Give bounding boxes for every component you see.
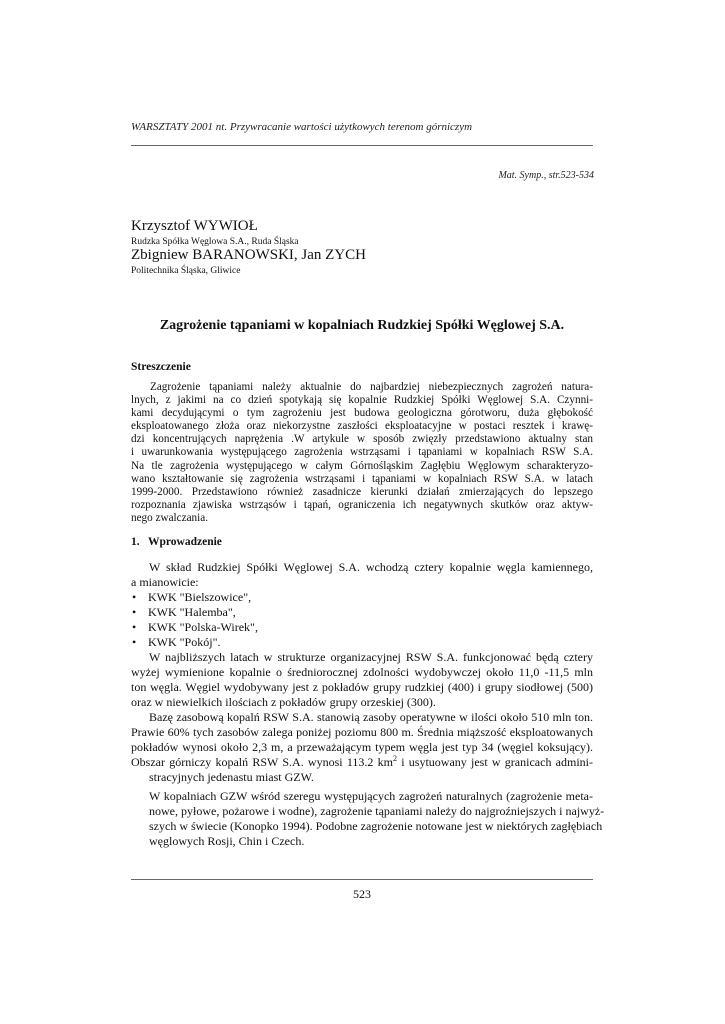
body-line: Bazę zasobową kopalń RSW S.A. stanowią zasoby operatywne w ilości około 510 mln ton. bbox=[149, 710, 593, 724]
abstract-line: Na tle zagrożenia występującego w całym Górnośląskim Zagłębiu Węglowym scharakteryzo- bbox=[131, 459, 593, 472]
body-line: nowe, pyłowe, pożarowe i wodne), zagrożenie tąpaniami należy do najgroźniejszych i najwyż- bbox=[149, 804, 605, 818]
list-item bbox=[131, 590, 593, 605]
superscript: 2 bbox=[392, 754, 397, 763]
author-name: Zbigniew BARANOWSKI, Jan ZYCH bbox=[131, 247, 366, 263]
body-line: stracyjnych jedenastu miast GZW. bbox=[149, 770, 314, 784]
paper-title: Zagrożenie tąpaniami w kopalniach Rudzkiej Spółki Węglowej S.A. bbox=[159, 318, 565, 333]
bullet: • bbox=[132, 635, 137, 649]
page-number: 523 bbox=[353, 887, 371, 901]
header-rule bbox=[131, 145, 593, 146]
abstract-line: rozpoznania zjawiska wstrząsów i tąpań, ograniczenia ich negatywnych skutków oraz aktyw- bbox=[131, 498, 593, 511]
body-text bbox=[131, 560, 605, 849]
abstract-line: wano kształtowanie się zagrożenia wstrząsami i tąpaniami w kopalniach RSW S.A. w latach bbox=[131, 472, 593, 485]
author-affiliation: Politechnika Śląska, Gliwice bbox=[131, 266, 241, 276]
list-item-text: KWK "Polska-Wirek", bbox=[148, 620, 258, 634]
abstract bbox=[131, 381, 593, 525]
list-item-text: KWK "Bielszowice", bbox=[148, 590, 252, 604]
body-line: wyżej wymienione kopalnie o średniorocznej zdolności wydobywczej około 11,0 -11,5 mln bbox=[131, 665, 593, 679]
body-line: szych w świecie (Konopko 1994). Podobne zagrożenie notowane jest w niektórych zagłębiach bbox=[149, 819, 603, 833]
footer-rule bbox=[131, 879, 593, 880]
body-line: pokładów wynosi około 2,3 m, a przeważającym typem węgla jest typ 34 (węgiel koksujący). bbox=[131, 740, 593, 754]
abstract-line: i uwarunkowania występującego zagrożenia wstrząsami i tąpaniami w kopalniach RSW S.A. bbox=[131, 446, 593, 459]
body-line: W kopalniach GZW wśród szeregu występujących zagrożeń naturalnych (zagrożenie meta- bbox=[149, 789, 593, 803]
abstract-line: Zagrożenie tąpaniami należy aktualnie do najbardziej niebezpiecznych zagrożeń natura- bbox=[150, 381, 593, 393]
abstract-line: lnych, z jakimi na co dzień spotykają się kopalnie Rudzkiej Spółki Węglowej S.A. Czynni- bbox=[131, 394, 593, 407]
area-text: Obszar górniczy kopalń RSW S.A. wynosi 113.2 km bbox=[131, 755, 393, 769]
section-number: 1. bbox=[131, 536, 140, 548]
author-affiliation: Rudzka Spółka Węglowa S.A., Ruda Śląska bbox=[131, 237, 299, 247]
body-line: Prawie 60% tych zasobów zalega poniżej poziomu 800 m. Średnia miąższość eksploatowanych bbox=[131, 725, 593, 739]
running-header: WARSZTATY 2001 nt. Przywracanie wartości użytkowych terenom górniczym bbox=[131, 121, 473, 133]
abstract-line: nego zwalczania. bbox=[131, 511, 209, 524]
list-item-text: KWK "Halemba", bbox=[148, 605, 236, 619]
body-line: ton węgla. Węgiel wydobywany jest z pokładów grupy rudzkiej (400) i grupy siodłowej (500) bbox=[131, 680, 593, 694]
section-heading bbox=[131, 536, 222, 548]
mines-list bbox=[131, 590, 593, 650]
abstract-line: kami decydującymi o tym zagrożeniu jest budowa geologiczna górotworu, duża głębokość bbox=[131, 407, 593, 420]
author-name: Krzysztof WYWIOŁ bbox=[131, 218, 258, 234]
body-line: W najbliższych latach w strukturze organizacyjnej RSW S.A. funkcjonować będą cztery bbox=[149, 650, 593, 664]
section-title: Wprowadzenie bbox=[148, 536, 222, 548]
abstract-heading: Streszczenie bbox=[131, 361, 191, 373]
body-line: W skład Rudzkiej Spółki Węglowej S.A. wchodzą cztery kopalnie węgla kamiennego, bbox=[149, 560, 593, 574]
body-line: a mianowicie: bbox=[131, 575, 199, 589]
list-item-text: KWK "Pokój". bbox=[148, 635, 221, 649]
body-line: węglowych Rosji, Chin i Czech. bbox=[149, 834, 305, 848]
list-item bbox=[131, 620, 593, 635]
bullet: • bbox=[132, 620, 137, 634]
abstract-line: eksploatowanego złoża oraz niekorzystne zaszłości eksploatacyjne w postaci resztek i krawę- bbox=[131, 420, 593, 433]
bullet: • bbox=[132, 590, 137, 604]
list-item bbox=[131, 605, 593, 620]
abstract-line: dzi koncentrujących naprężenia .W artykule w sposób zwięzły przedstawiono aktualny stan bbox=[131, 433, 593, 446]
abstract-line: 1999-2000. Przedstawiono również zasadnicze kierunki działań zmierzających do lepszego bbox=[131, 485, 593, 498]
list-item bbox=[131, 635, 593, 650]
area-text: i usytuowany jest w granicach admini- bbox=[396, 755, 594, 769]
citation: Mat. Symp., str.523-534 bbox=[498, 170, 594, 181]
body-line bbox=[131, 755, 593, 770]
body-line: oraz w niewielkich ilościach z pokładów grupy orzeskiej (300). bbox=[131, 695, 436, 709]
bullet: • bbox=[132, 605, 137, 619]
